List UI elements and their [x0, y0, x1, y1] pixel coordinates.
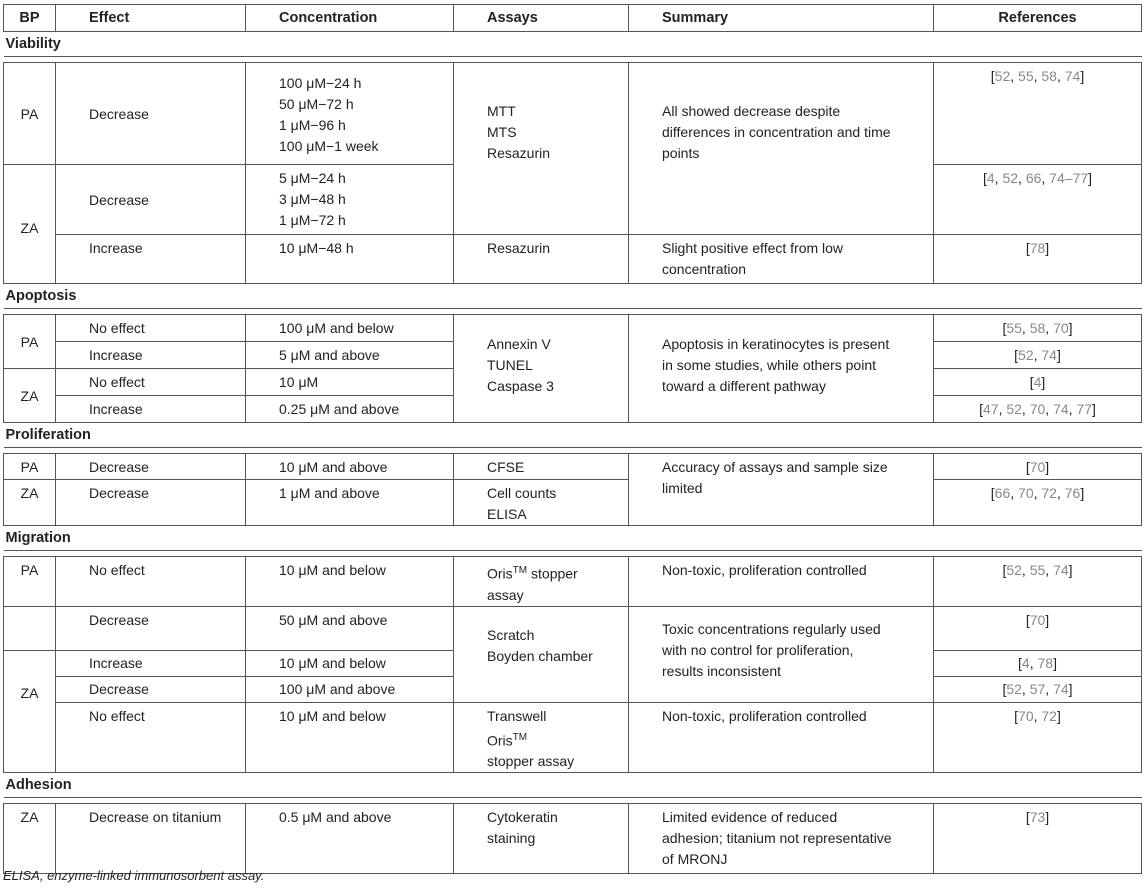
assay-line: MTT: [487, 103, 516, 119]
concentration-cell: 50 μM and above: [246, 606, 454, 650]
conc-line: 50 μM−72 h: [279, 96, 354, 112]
ref-link[interactable]: 57: [1029, 681, 1046, 698]
references-cell: [55, 58, 70]: [934, 315, 1142, 342]
references-cell: [78]: [934, 235, 1142, 284]
effect-cell: Increase: [56, 342, 246, 369]
concentration-cell: 10 μM and below: [246, 702, 454, 773]
summary-cell: [629, 235, 934, 284]
table-footnote: ELISA, enzyme-linked immunosorbent assay.: [3, 868, 265, 883]
summary-line: toward a different pathway: [662, 377, 826, 394]
summary-line: concentration: [662, 261, 747, 277]
conc-line: 100 μM−1 week: [279, 138, 379, 154]
table-row: [4, 235, 1142, 284]
references-cell: [70, 72]: [934, 702, 1142, 773]
effect-cell: Decrease: [56, 676, 246, 702]
concentration-cell: 0.5 μM and above: [246, 804, 454, 874]
summary-line: points: [662, 145, 700, 161]
ref-link[interactable]: 66: [1025, 170, 1042, 186]
ref-link[interactable]: 76: [1064, 485, 1081, 501]
ref-link[interactable]: 72: [1041, 707, 1057, 724]
section-row-proliferation: [4, 423, 1142, 448]
ref-link[interactable]: 78: [1037, 655, 1054, 672]
effect-cell: No effect: [56, 369, 246, 396]
ref-link[interactable]: 52: [1002, 170, 1019, 186]
ref-link[interactable]: 52: [1006, 401, 1022, 417]
ref-link[interactable]: 70: [1018, 707, 1034, 724]
assay-line: Scratch: [487, 626, 535, 643]
assays-cell: Resazurin: [454, 235, 629, 284]
references-cell: [52, 55, 74]: [934, 557, 1142, 607]
assay-text: stopper: [527, 565, 578, 582]
ref-link[interactable]: 74: [1053, 562, 1069, 578]
ref-link[interactable]: 4: [986, 170, 995, 186]
assay-line: Transwell: [487, 707, 547, 724]
assays-cell: [454, 557, 629, 607]
summary-line: All showed decrease despite: [662, 103, 841, 119]
assays-cell: [454, 606, 629, 702]
summary-line: differences in concentration and time: [662, 124, 891, 140]
effect-cell: No effect: [56, 557, 246, 607]
effect-cell: Decrease: [56, 480, 246, 526]
concentration-cell: 5 μM and above: [246, 342, 454, 369]
summary-line: limited: [662, 480, 703, 496]
table-row: [4, 480, 1142, 526]
bisphosphonate-effects-table: [3, 4, 1142, 874]
assay-text: Oris: [487, 732, 513, 749]
conc-line: 100 μM−24 h: [279, 75, 362, 91]
ref-link[interactable]: 74: [1053, 401, 1069, 417]
concentration-cell: 1 μM and above: [246, 480, 454, 526]
assay-text: Oris: [487, 565, 513, 582]
references-cell: [70]: [934, 454, 1142, 480]
section-title-proliferation: Proliferation: [4, 423, 1142, 448]
summary-cell: [629, 63, 934, 235]
section-row-adhesion: [4, 773, 1142, 798]
trademark-sup: TM: [512, 565, 528, 576]
ref-link[interactable]: 74: [1041, 347, 1057, 363]
table-row: [4, 557, 1142, 607]
ref-link[interactable]: 73: [1029, 809, 1046, 826]
concentration-cell: 10 μM: [246, 369, 454, 396]
ref-link[interactable]: 66: [994, 485, 1011, 501]
header-bp: BP: [4, 5, 56, 32]
assay-line: ELISA: [487, 506, 527, 522]
assay-line: assay: [487, 586, 524, 603]
effect-cell: Decrease: [56, 63, 246, 165]
references-cell: [52, 55, 58, 74]: [934, 63, 1142, 165]
summary-cell: [629, 315, 934, 423]
concentration-cell: [246, 165, 454, 235]
table-container: [3, 4, 1141, 874]
references-cell: [52, 57, 74]: [934, 676, 1142, 702]
effect-cell: Increase: [56, 235, 246, 284]
summary-line: Slight positive effect from low: [662, 240, 844, 256]
ref-link[interactable]: 74: [1053, 681, 1069, 698]
summary-line: Apoptosis in keratinocytes is present: [662, 335, 890, 352]
summary-line: adhesion; titanium not representative: [662, 830, 892, 847]
ref-link[interactable]: 52: [994, 68, 1011, 84]
section-row-viability: [4, 32, 1142, 57]
concentration-cell: 10 μM and below: [246, 650, 454, 676]
assay-line: Cell counts: [487, 485, 557, 501]
summary-line: results inconsistent: [662, 663, 782, 680]
header-concentration: Concentration: [246, 5, 454, 32]
summary-cell: [629, 454, 934, 526]
ref-link[interactable]: 58: [1041, 68, 1057, 84]
assay-line: Resazurin: [487, 145, 551, 161]
summary-line: in some studies, while others point: [662, 356, 876, 373]
ref-link[interactable]: 55: [1018, 68, 1034, 84]
effect-cell: Increase: [56, 396, 246, 423]
section-title-migration: Migration: [4, 526, 1142, 551]
bp-cell: ZA: [4, 165, 56, 284]
table-row: [4, 315, 1142, 342]
summary-line: Limited evidence of reduced: [662, 809, 838, 826]
summary-line: of MRONJ: [662, 851, 728, 868]
conc-line: 1 μM−96 h: [279, 117, 346, 133]
concentration-cell: 10 μM−48 h: [246, 235, 454, 284]
concentration-cell: 0.25 μM and above: [246, 396, 454, 423]
bp-cell: ZA: [4, 480, 56, 526]
concentration-cell: [246, 63, 454, 165]
header-summary: Summary: [629, 5, 934, 32]
ref-link[interactable]: 4: [1021, 655, 1030, 672]
effect-cell: Decrease: [56, 454, 246, 480]
table-row: [4, 804, 1142, 874]
conc-line: 1 μM−72 h: [279, 212, 346, 228]
bp-cell-empty: [4, 606, 56, 650]
effect-cell: No effect: [56, 702, 246, 773]
bp-text: ZA: [20, 685, 39, 702]
header-effect: Effect: [56, 5, 246, 32]
ref-link[interactable]: 55: [1029, 562, 1046, 578]
references-cell: [4]: [934, 369, 1142, 396]
conc-line: 3 μM−48 h: [279, 191, 346, 207]
trademark-sup: TM: [512, 731, 528, 743]
assay-line: Annexin V: [487, 335, 551, 352]
bp-cell: PA: [4, 63, 56, 165]
table-row: [4, 606, 1142, 650]
bp-cell: PA: [4, 315, 56, 369]
references-cell: [47, 52, 70, 74, 77]: [934, 396, 1142, 423]
section-title-adhesion: Adhesion: [4, 773, 1142, 798]
ref-link[interactable]: 4: [1033, 374, 1042, 390]
bp-cell: ZA: [4, 369, 56, 423]
ref-link[interactable]: 78: [1029, 240, 1046, 256]
bp-cell: PA: [4, 557, 56, 607]
summary-cell: Non-toxic, proliferation controlled: [629, 557, 934, 607]
summary-cell: [629, 804, 934, 874]
assay-line: TUNEL: [487, 356, 533, 373]
section-title-viability: Viability: [4, 32, 1142, 57]
ref-link[interactable]: 72: [1041, 485, 1057, 501]
summary-line: Accuracy of assays and sample size: [662, 459, 888, 475]
ref-link[interactable]: 47: [982, 401, 999, 417]
concentration-cell: 100 μM and above: [246, 676, 454, 702]
references-cell: [73]: [934, 804, 1142, 874]
header-references: References: [934, 5, 1142, 32]
assays-cell: CFSE: [454, 454, 629, 480]
summary-cell: [629, 606, 934, 702]
assay-line: Caspase 3: [487, 377, 554, 394]
ref-link[interactable]: 77: [1076, 401, 1092, 417]
summary-cell: Non-toxic, proliferation controlled: [629, 702, 934, 773]
bp-cell: PA: [4, 454, 56, 480]
ref-link[interactable]: 58: [1029, 320, 1046, 336]
header-assays: Assays: [454, 5, 629, 32]
references-cell: [4, 78]: [934, 650, 1142, 676]
ref-link[interactable]: 70: [1053, 320, 1069, 336]
summary-line: with no control for proliferation,: [662, 642, 854, 659]
effect-cell: Decrease: [56, 606, 246, 650]
conc-line: 5 μM−24 h: [279, 170, 346, 186]
assays-cell: [454, 315, 629, 423]
ref-link[interactable]: 70: [1029, 611, 1046, 628]
ref-link[interactable]: 52: [1006, 562, 1022, 578]
assay-line: stopper assay: [487, 753, 575, 770]
ref-link[interactable]: 74: [1064, 68, 1081, 84]
table-row: [4, 702, 1142, 773]
references-cell: [70]: [934, 606, 1142, 650]
effect-cell: Decrease: [56, 165, 246, 235]
assays-cell: [454, 480, 629, 526]
references-cell: [66, 70, 72, 76]: [934, 480, 1142, 526]
bp-cell: [4, 650, 56, 773]
effect-cell: Increase: [56, 650, 246, 676]
table-row: [4, 454, 1142, 480]
header-row: [4, 5, 1142, 32]
effect-cell: No effect: [56, 315, 246, 342]
concentration-cell: 100 μM and below: [246, 315, 454, 342]
section-row-migration: [4, 526, 1142, 551]
section-row-apoptosis: [4, 284, 1142, 309]
assay-line: Boyden chamber: [487, 647, 593, 664]
references-cell: [4, 52, 66, 74–77]: [934, 165, 1142, 235]
assays-cell: [454, 804, 629, 874]
assays-cell: [454, 702, 629, 773]
ref-link[interactable]: 52: [1006, 681, 1022, 698]
concentration-cell: 10 μM and below: [246, 557, 454, 607]
concentration-cell: 10 μM and above: [246, 454, 454, 480]
bp-cell: ZA: [4, 804, 56, 874]
assay-line: staining: [487, 830, 536, 847]
ref-link[interactable]: 70: [1029, 458, 1046, 475]
assay-line: MTS: [487, 124, 517, 140]
assay-line: Cytokeratin: [487, 809, 558, 826]
ref-link[interactable]: 70: [1029, 401, 1046, 417]
ref-link[interactable]: 55: [1006, 320, 1022, 336]
ref-link[interactable]: 74–77: [1049, 170, 1089, 186]
summary-line: Toxic concentrations regularly used: [662, 621, 881, 638]
table-row: [4, 63, 1142, 165]
ref-link[interactable]: 52: [1018, 347, 1034, 363]
assays-cell: [454, 63, 629, 235]
ref-link[interactable]: 70: [1018, 485, 1034, 501]
effect-cell: Decrease on titanium: [56, 804, 246, 874]
references-cell: [52, 74]: [934, 342, 1142, 369]
section-title-apoptosis: Apoptosis: [4, 284, 1142, 309]
